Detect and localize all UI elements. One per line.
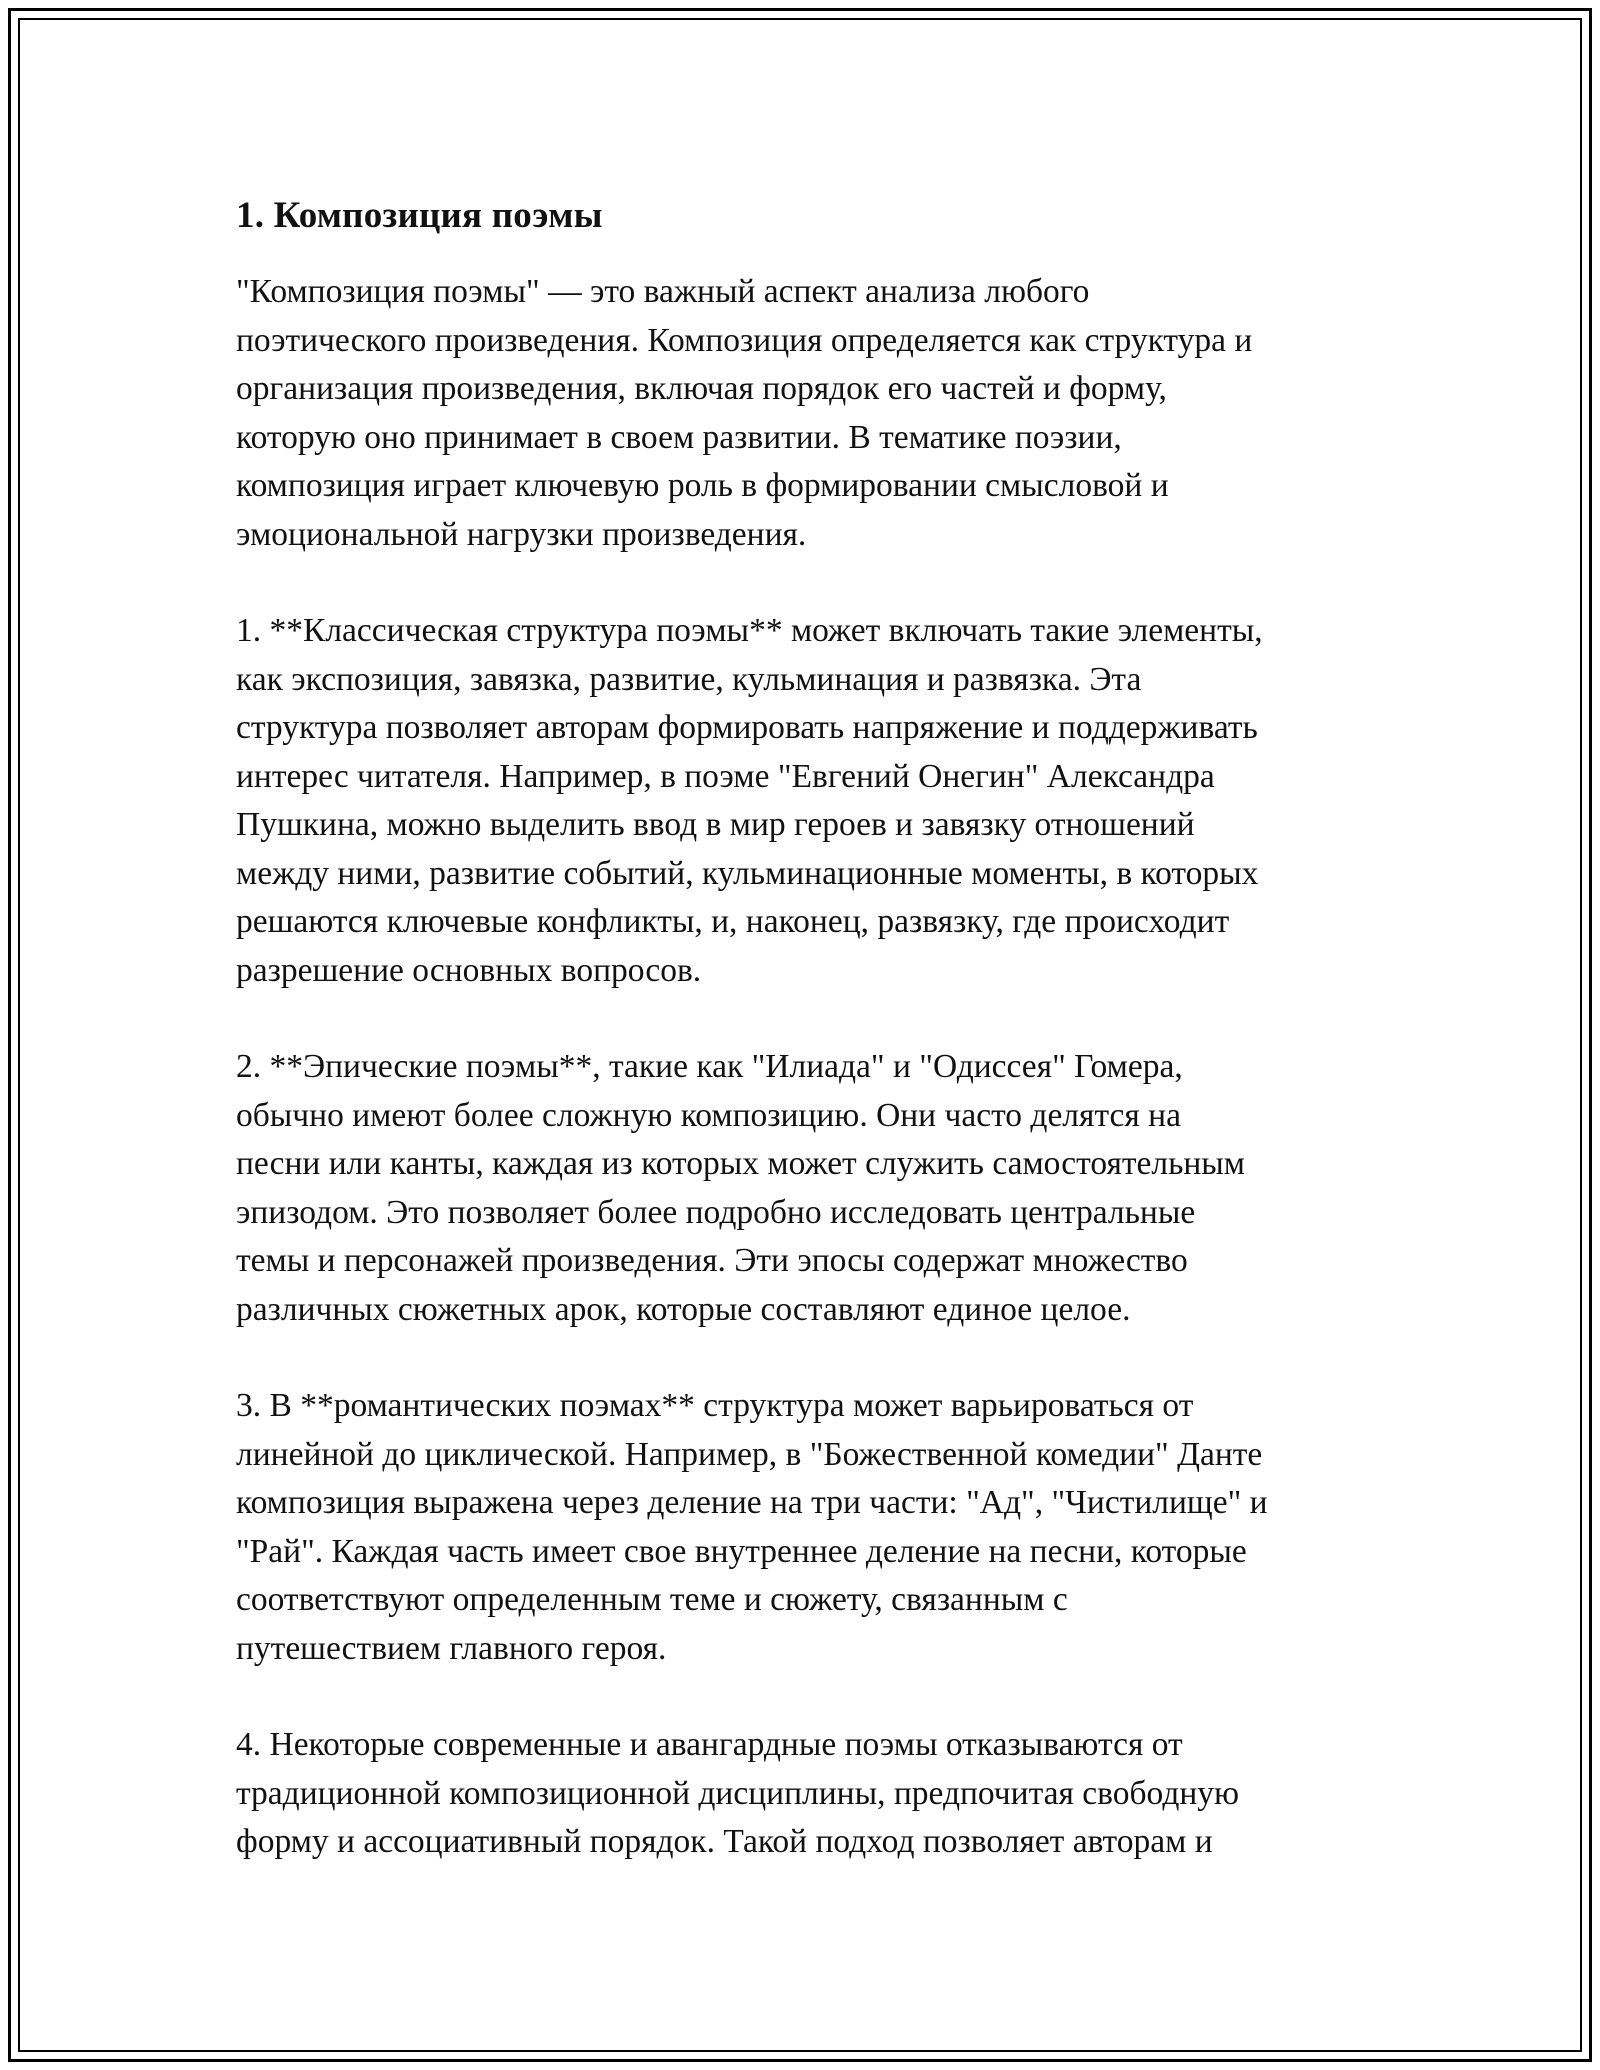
paragraph-epic-poems: 2. **Эпические поэмы**, такие как "Илиада" и "Одиссея" Гомера, обычно имеют более сложную композицию. Они часто делятся на песни или канты, каждая из которых может служить самостоятельным эпизодом. Это позволяет более подробно исследовать центральные темы и персонажей произведения. Эти эпосы содержат множество различных сюжетных арок, которые составляют единое целое. [236,1048,1245,1328]
paragraph-romantic-poems: 3. В **романтических поэмах** структура может варьироваться от линейной до циклической. Например, в "Божественной комедии" Данте композиция выражена через деление на три части: "Ад", "Чистилище" и "Рай". Каждая часть имеет свое внутреннее деление на песни, которые соответствуют определенным теме и сюжету, связанным с путешествием главного героя. [236,1387,1268,1667]
document-body [236,186,1376,1915]
paragraph-classical-structure: 1. **Классическая структура поэмы** может включать такие элементы, как экспозиция, завязка, развитие, кульминация и развязка. Эта структура позволяет авторам формировать напряжение и поддерживать интерес читателя. Например, в поэме "Евгений Онегин" Александра Пушкина, можно выделить ввод в мир героев и завязку отношений между ними, развитие событий, кульминационные моменты, в которых решаются ключевые конфликты, и, наконец, развязку, где происходит разрешение основных вопросов. [236,612,1263,989]
section-title: 1. Композиция поэмы [236,195,603,236]
paragraph-intro: "Композиция поэмы" — это важный аспект анализа любого поэтического произведения. Композиция определяется как структура и организация произведения, включая порядок его частей и форму, которую оно принимает в своем развитии. В тематике поэзии, композиция играет ключевую роль в формировании смысловой и эмоциональной нагрузки произведения. [236,273,1253,553]
paragraph-modern-poems: 4. Некоторые современные и авангардные поэмы отказываются от традиционной композиционной дисциплины, предпочитая свободную форму и ассоциативный порядок. Такой подход позволяет авторам и [236,1726,1240,1860]
